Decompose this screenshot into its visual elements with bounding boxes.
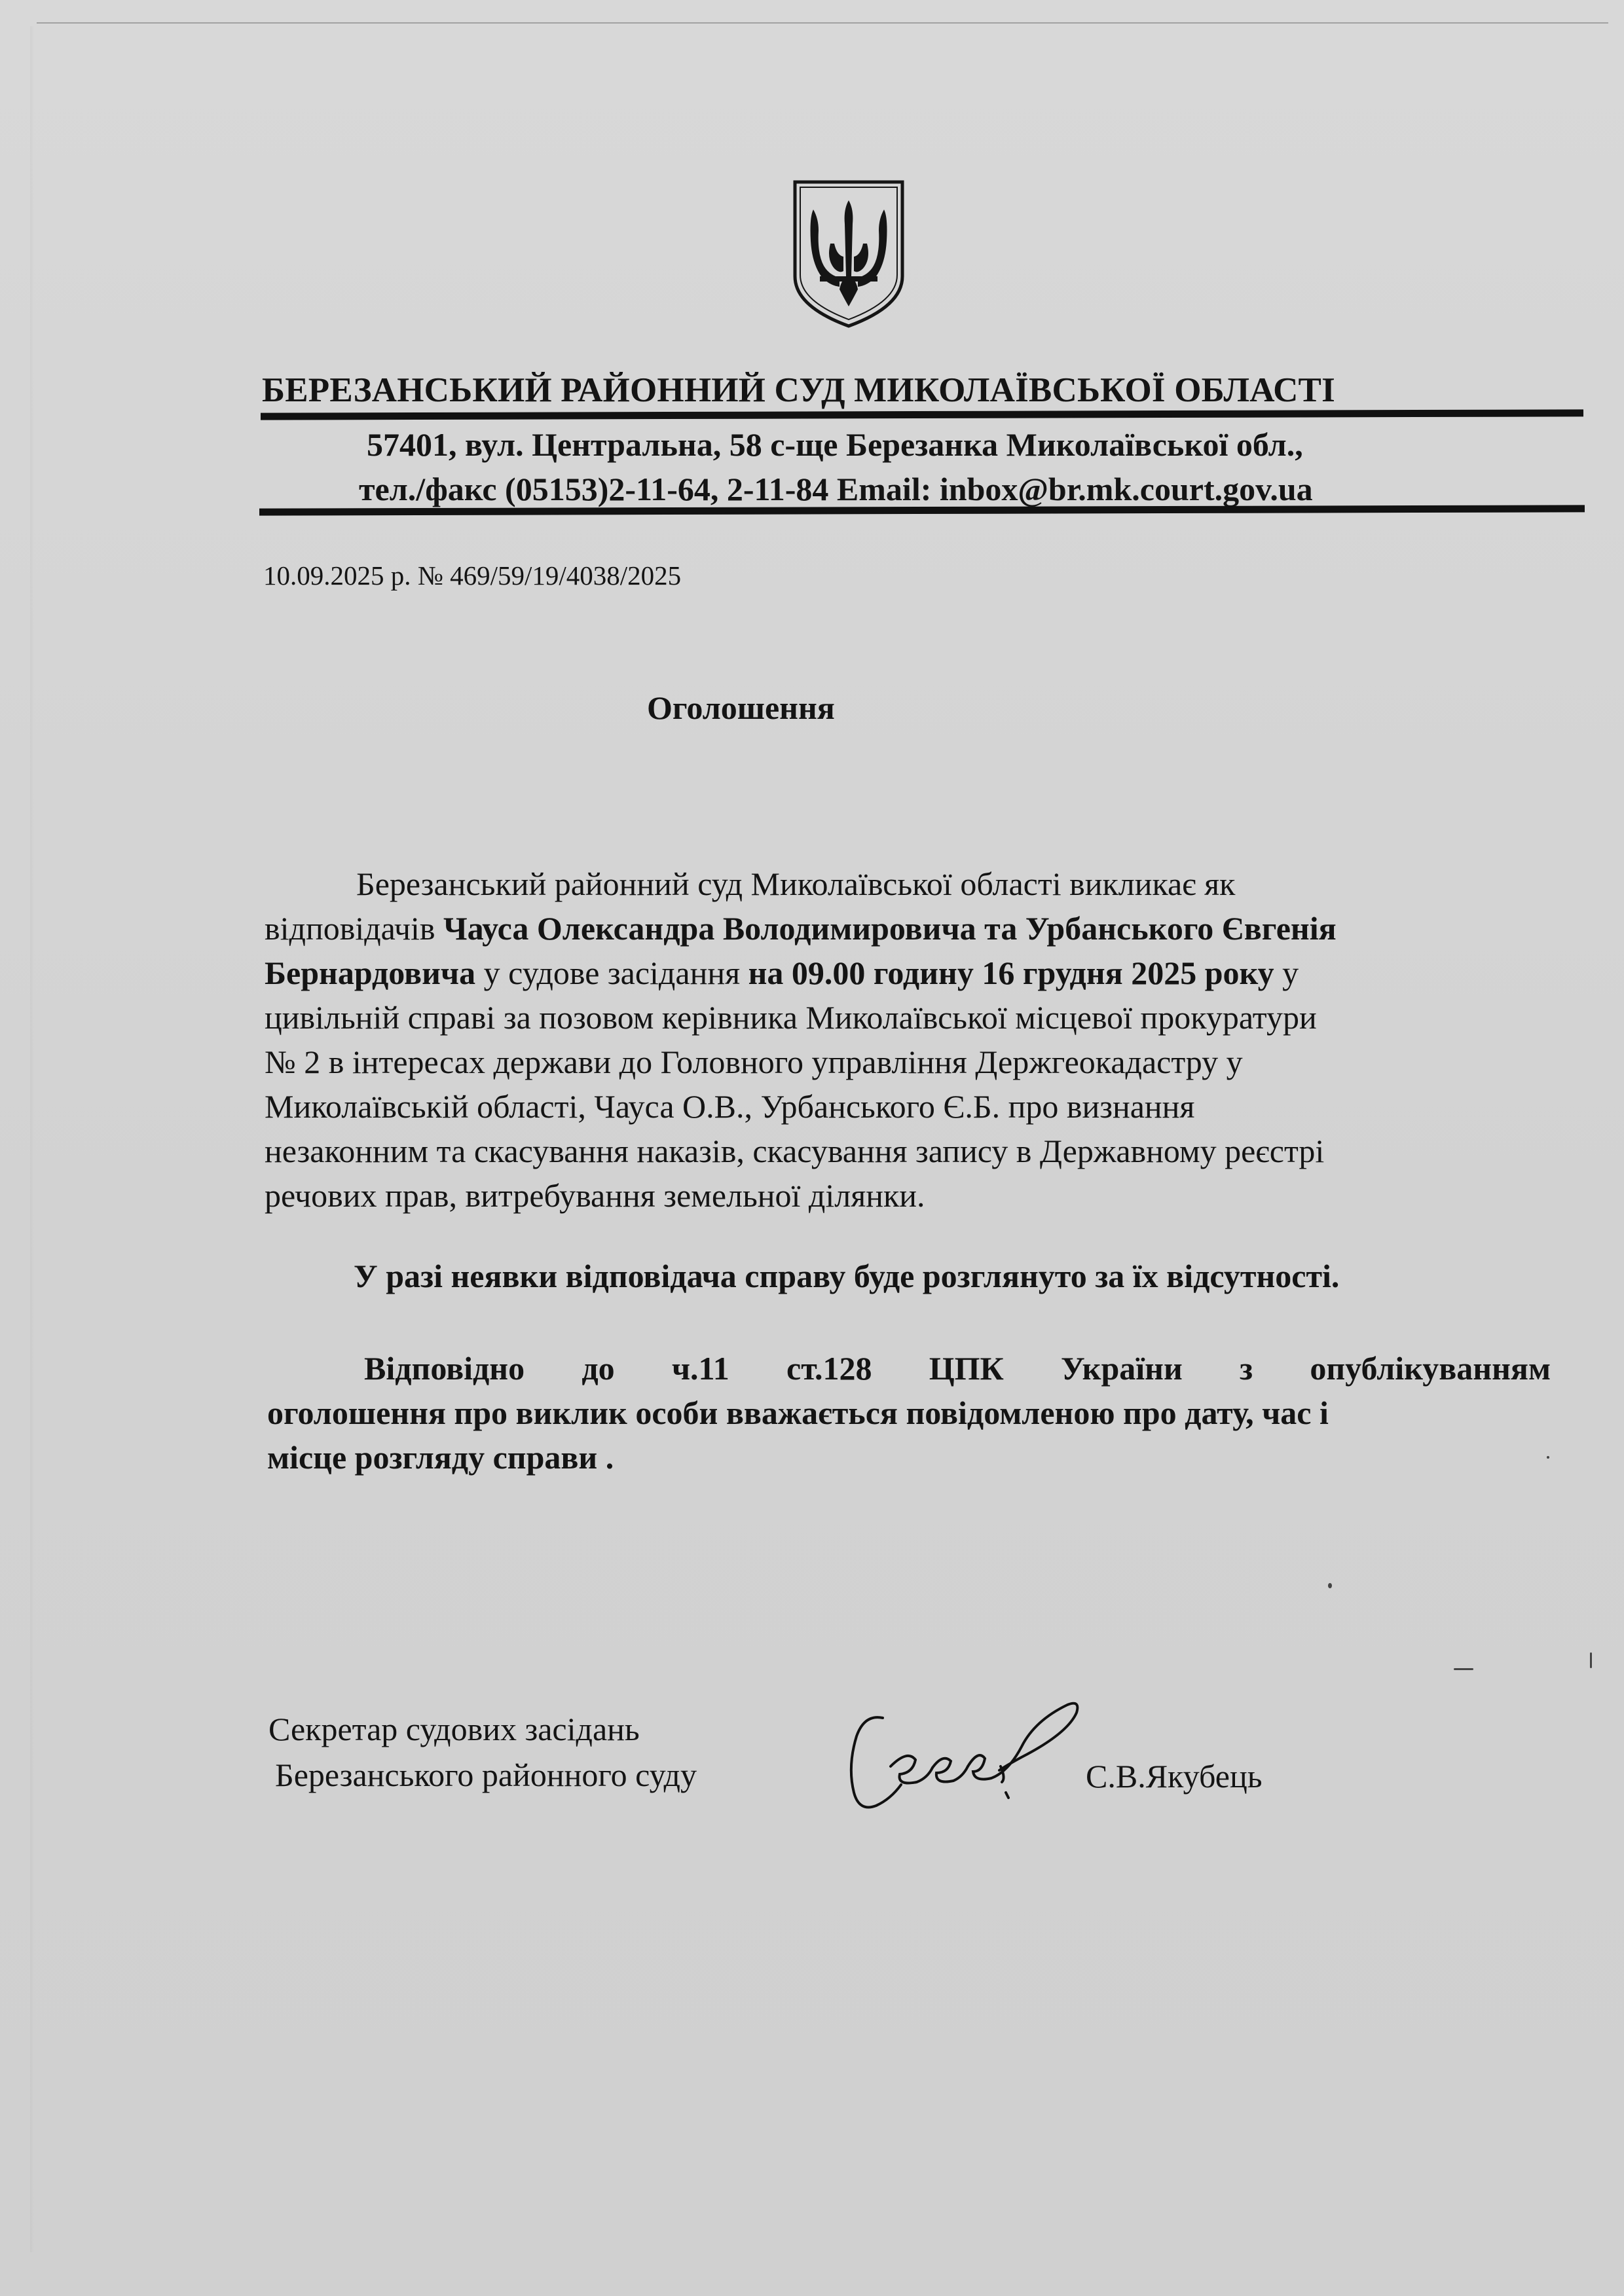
paragraph-line bbox=[265, 1040, 1522, 1084]
hearing-datetime: на 09.00 годину 16 грудня 2025 року bbox=[748, 955, 1274, 991]
paragraph-line bbox=[265, 1129, 1522, 1173]
defendants-names: Чауса Олександра Володимировича та Урбанського Євгенія bbox=[443, 910, 1337, 947]
coat-of-arms-icon bbox=[791, 178, 906, 330]
text-span: відповідачів bbox=[265, 910, 443, 947]
signatory-role: Секретар судових засідань bbox=[268, 1711, 640, 1747]
header-divider bbox=[261, 409, 1583, 420]
court-name-heading: БЕРЕЗАНСЬКИЙ РАЙОННИЙ СУД МИКОЛАЇВСЬКОЇ ОБЛАСТІ bbox=[262, 371, 1335, 409]
document-reference: 10.09.2025 р. № 469/59/19/4038/2025 bbox=[263, 560, 682, 591]
text-span: речових прав, витребування земельної ділянки. bbox=[265, 1177, 925, 1214]
paragraph-line bbox=[265, 862, 1522, 906]
text-span: у судове засідання bbox=[475, 955, 748, 991]
paragraph-line bbox=[265, 1173, 1522, 1218]
notice-line: місце розгляду справи . bbox=[267, 1439, 614, 1476]
notice-line: оголошення про виклик особи вважається повідомленою про дату, час і bbox=[267, 1394, 1329, 1431]
paragraph-line bbox=[265, 951, 1522, 995]
scan-edge bbox=[37, 22, 1608, 24]
announcement-paragraph bbox=[265, 862, 1522, 1218]
text-span: цивільній справі за позовом керівника Миколаївської місцевої прокуратури bbox=[265, 999, 1317, 1036]
text-span: Березанський районний суд Миколаївської області викликає як bbox=[356, 866, 1236, 902]
text-span: Миколаївській області, Чауса О.В., Урбанського Є.Б. про визнання bbox=[265, 1088, 1195, 1125]
scan-shadow bbox=[30, 26, 34, 2252]
text-span: у bbox=[1274, 955, 1299, 991]
court-address: 57401, вул. Центральна, 58 с-ще Березанка Миколаївської обл., bbox=[367, 426, 1303, 463]
paragraph-line bbox=[265, 1084, 1522, 1129]
scan-speck bbox=[1328, 1583, 1332, 1588]
paragraph-line bbox=[265, 995, 1522, 1040]
paragraph-line bbox=[265, 906, 1522, 951]
legal-notice bbox=[267, 1346, 1551, 1480]
handwritten-signature bbox=[845, 1694, 1094, 1825]
scan-speck bbox=[1547, 1456, 1549, 1459]
signatory-court: Березанського районного суду bbox=[275, 1757, 697, 1793]
court-contacts: тел./факс (05153)2-11-64, 2-11-84 Email: inbox@br.mk.court.gov.ua bbox=[359, 471, 1313, 507]
document-title: Оголошення bbox=[647, 689, 835, 726]
defendants-names: Бернардовича bbox=[265, 955, 476, 991]
text-span: № 2 в інтересах держави до Головного управління Держгеокадастру у bbox=[265, 1044, 1243, 1080]
absence-warning: У разі неявки відповідача справу буде розглянуто за їх відсутності. bbox=[354, 1258, 1340, 1294]
signatory-name: С.В.Якубець bbox=[1086, 1758, 1263, 1795]
scan-speck bbox=[1454, 1668, 1473, 1670]
notice-line: Відповідно до ч.11 ст.128 ЦПК України з опублікуванням bbox=[364, 1350, 1551, 1387]
scan-speck bbox=[1590, 1652, 1592, 1668]
text-span: незаконним та скасування наказів, скасування запису в Державному реєстрі bbox=[265, 1133, 1325, 1169]
